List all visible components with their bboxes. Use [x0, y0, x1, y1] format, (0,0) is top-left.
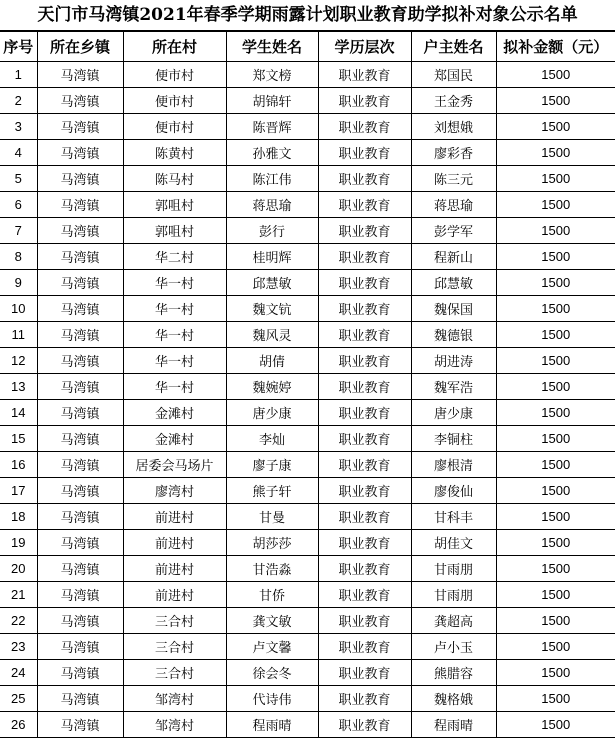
- cell-village: 便市村: [123, 62, 226, 88]
- cell-village: 前进村: [123, 504, 226, 530]
- cell-education-level: 职业教育: [318, 686, 411, 712]
- cell-subsidy-amount: 1500: [496, 478, 615, 504]
- cell-education-level: 职业教育: [318, 140, 411, 166]
- table-row: [0, 426, 615, 452]
- cell-index: 26: [0, 712, 37, 738]
- table-row: [0, 556, 615, 582]
- cell-householder-name: 廖彩香: [411, 140, 496, 166]
- cell-township: 马湾镇: [37, 140, 123, 166]
- cell-township: 马湾镇: [37, 270, 123, 296]
- cell-village: 金滩村: [123, 400, 226, 426]
- table-row: [0, 62, 615, 88]
- header-township: 所在乡镇: [37, 32, 123, 62]
- cell-village: 前进村: [123, 556, 226, 582]
- table-row: [0, 400, 615, 426]
- cell-village: 华一村: [123, 348, 226, 374]
- cell-householder-name: 郑国民: [411, 62, 496, 88]
- table-row: [0, 322, 615, 348]
- cell-subsidy-amount: 1500: [496, 348, 615, 374]
- cell-education-level: 职业教育: [318, 530, 411, 556]
- cell-student-name: 魏文钪: [226, 296, 318, 322]
- cell-education-level: 职业教育: [318, 504, 411, 530]
- cell-subsidy-amount: 1500: [496, 218, 615, 244]
- cell-householder-name: 程新山: [411, 244, 496, 270]
- cell-student-name: 甘浩淼: [226, 556, 318, 582]
- cell-education-level: 职业教育: [318, 296, 411, 322]
- cell-subsidy-amount: 1500: [496, 140, 615, 166]
- cell-index: 18: [0, 504, 37, 530]
- cell-township: 马湾镇: [37, 530, 123, 556]
- cell-education-level: 职业教育: [318, 478, 411, 504]
- cell-householder-name: 甘雨朋: [411, 582, 496, 608]
- cell-education-level: 职业教育: [318, 400, 411, 426]
- cell-householder-name: 廖根清: [411, 452, 496, 478]
- cell-index: 24: [0, 660, 37, 686]
- cell-householder-name: 李铜柱: [411, 426, 496, 452]
- cell-householder-name: 王金秀: [411, 88, 496, 114]
- table-row: [0, 114, 615, 140]
- header-index: 序号: [0, 32, 37, 62]
- cell-index: 20: [0, 556, 37, 582]
- cell-township: 马湾镇: [37, 62, 123, 88]
- cell-student-name: 陈江伟: [226, 166, 318, 192]
- cell-householder-name: 唐少康: [411, 400, 496, 426]
- cell-education-level: 职业教育: [318, 62, 411, 88]
- cell-student-name: 甘侨: [226, 582, 318, 608]
- cell-township: 马湾镇: [37, 218, 123, 244]
- cell-township: 马湾镇: [37, 166, 123, 192]
- header-education-level: 学历层次: [318, 32, 411, 62]
- cell-subsidy-amount: 1500: [496, 244, 615, 270]
- table-row: [0, 348, 615, 374]
- cell-student-name: 徐会冬: [226, 660, 318, 686]
- cell-student-name: 陈晋辉: [226, 114, 318, 140]
- cell-student-name: 邱慧敏: [226, 270, 318, 296]
- cell-education-level: 职业教育: [318, 244, 411, 270]
- cell-student-name: 唐少康: [226, 400, 318, 426]
- cell-education-level: 职业教育: [318, 582, 411, 608]
- cell-index: 8: [0, 244, 37, 270]
- table-row: [0, 270, 615, 296]
- cell-township: 马湾镇: [37, 88, 123, 114]
- cell-education-level: 职业教育: [318, 270, 411, 296]
- cell-student-name: 蒋思瑜: [226, 192, 318, 218]
- cell-subsidy-amount: 1500: [496, 400, 615, 426]
- table-row: [0, 478, 615, 504]
- table-row: [0, 582, 615, 608]
- cell-village: 金滩村: [123, 426, 226, 452]
- cell-subsidy-amount: 1500: [496, 712, 615, 738]
- cell-student-name: 胡莎莎: [226, 530, 318, 556]
- cell-education-level: 职业教育: [318, 452, 411, 478]
- cell-subsidy-amount: 1500: [496, 374, 615, 400]
- cell-subsidy-amount: 1500: [496, 530, 615, 556]
- cell-index: 2: [0, 88, 37, 114]
- cell-student-name: 桂明辉: [226, 244, 318, 270]
- cell-student-name: 龚文敏: [226, 608, 318, 634]
- cell-education-level: 职业教育: [318, 374, 411, 400]
- cell-student-name: 魏风灵: [226, 322, 318, 348]
- cell-township: 马湾镇: [37, 608, 123, 634]
- cell-householder-name: 彭学军: [411, 218, 496, 244]
- cell-student-name: 胡倩: [226, 348, 318, 374]
- cell-education-level: 职业教育: [318, 348, 411, 374]
- cell-householder-name: 刘想娥: [411, 114, 496, 140]
- cell-village: 三合村: [123, 660, 226, 686]
- cell-index: 22: [0, 608, 37, 634]
- cell-subsidy-amount: 1500: [496, 296, 615, 322]
- cell-village: 郭咀村: [123, 218, 226, 244]
- cell-householder-name: 甘科丰: [411, 504, 496, 530]
- cell-township: 马湾镇: [37, 244, 123, 270]
- cell-index: 17: [0, 478, 37, 504]
- cell-township: 马湾镇: [37, 452, 123, 478]
- cell-student-name: 胡锦轩: [226, 88, 318, 114]
- cell-village: 便市村: [123, 88, 226, 114]
- table-row: [0, 244, 615, 270]
- cell-village: 廖湾村: [123, 478, 226, 504]
- cell-township: 马湾镇: [37, 582, 123, 608]
- cell-subsidy-amount: 1500: [496, 114, 615, 140]
- cell-township: 马湾镇: [37, 478, 123, 504]
- table-row: [0, 140, 615, 166]
- cell-subsidy-amount: 1500: [496, 660, 615, 686]
- table-row: [0, 166, 615, 192]
- cell-householder-name: 陈三元: [411, 166, 496, 192]
- cell-education-level: 职业教育: [318, 88, 411, 114]
- cell-householder-name: 蒋思瑜: [411, 192, 496, 218]
- cell-subsidy-amount: 1500: [496, 88, 615, 114]
- cell-index: 4: [0, 140, 37, 166]
- cell-householder-name: 魏德银: [411, 322, 496, 348]
- cell-index: 1: [0, 62, 37, 88]
- header-student-name: 学生姓名: [226, 32, 318, 62]
- cell-village: 华二村: [123, 244, 226, 270]
- cell-education-level: 职业教育: [318, 192, 411, 218]
- cell-student-name: 彭行: [226, 218, 318, 244]
- cell-township: 马湾镇: [37, 634, 123, 660]
- cell-township: 马湾镇: [37, 192, 123, 218]
- cell-index: 14: [0, 400, 37, 426]
- cell-subsidy-amount: 1500: [496, 270, 615, 296]
- cell-householder-name: 程雨晴: [411, 712, 496, 738]
- cell-index: 7: [0, 218, 37, 244]
- cell-subsidy-amount: 1500: [496, 504, 615, 530]
- header-subsidy-amount: 拟补金额（元）: [496, 32, 615, 62]
- cell-index: 21: [0, 582, 37, 608]
- cell-township: 马湾镇: [37, 322, 123, 348]
- cell-education-level: 职业教育: [318, 660, 411, 686]
- cell-index: 10: [0, 296, 37, 322]
- cell-index: 23: [0, 634, 37, 660]
- cell-education-level: 职业教育: [318, 426, 411, 452]
- cell-householder-name: 魏格娥: [411, 686, 496, 712]
- cell-index: 12: [0, 348, 37, 374]
- table-row: [0, 712, 615, 738]
- cell-index: 13: [0, 374, 37, 400]
- cell-index: 9: [0, 270, 37, 296]
- cell-subsidy-amount: 1500: [496, 608, 615, 634]
- table-row: [0, 192, 615, 218]
- table-row: [0, 660, 615, 686]
- table-row: [0, 634, 615, 660]
- cell-householder-name: 魏保国: [411, 296, 496, 322]
- table-row: [0, 88, 615, 114]
- cell-education-level: 职业教育: [318, 218, 411, 244]
- cell-village: 陈马村: [123, 166, 226, 192]
- cell-subsidy-amount: 1500: [496, 192, 615, 218]
- cell-student-name: 代诗伟: [226, 686, 318, 712]
- cell-householder-name: 邱慧敏: [411, 270, 496, 296]
- cell-subsidy-amount: 1500: [496, 322, 615, 348]
- cell-student-name: 郑文榜: [226, 62, 318, 88]
- cell-education-level: 职业教育: [318, 712, 411, 738]
- cell-township: 马湾镇: [37, 686, 123, 712]
- cell-student-name: 熊子轩: [226, 478, 318, 504]
- cell-village: 陈黄村: [123, 140, 226, 166]
- header-village: 所在村: [123, 32, 226, 62]
- cell-subsidy-amount: 1500: [496, 556, 615, 582]
- recipient-table: [0, 31, 615, 738]
- cell-householder-name: 卢小玉: [411, 634, 496, 660]
- table-row: [0, 452, 615, 478]
- cell-subsidy-amount: 1500: [496, 452, 615, 478]
- cell-index: 16: [0, 452, 37, 478]
- cell-education-level: 职业教育: [318, 322, 411, 348]
- cell-education-level: 职业教育: [318, 114, 411, 140]
- table-row: [0, 218, 615, 244]
- cell-village: 华一村: [123, 374, 226, 400]
- cell-householder-name: 龚超高: [411, 608, 496, 634]
- cell-township: 马湾镇: [37, 426, 123, 452]
- table-row: [0, 374, 615, 400]
- table-header-row: [0, 32, 615, 62]
- cell-index: 6: [0, 192, 37, 218]
- cell-township: 马湾镇: [37, 504, 123, 530]
- table-row: [0, 504, 615, 530]
- cell-village: 三合村: [123, 608, 226, 634]
- cell-village: 前进村: [123, 530, 226, 556]
- cell-township: 马湾镇: [37, 660, 123, 686]
- cell-village: 居委会马场片: [123, 452, 226, 478]
- cell-index: 3: [0, 114, 37, 140]
- cell-subsidy-amount: 1500: [496, 166, 615, 192]
- cell-village: 三合村: [123, 634, 226, 660]
- table-row: [0, 608, 615, 634]
- cell-township: 马湾镇: [37, 114, 123, 140]
- cell-householder-name: 廖俊仙: [411, 478, 496, 504]
- cell-education-level: 职业教育: [318, 634, 411, 660]
- cell-index: 15: [0, 426, 37, 452]
- cell-householder-name: 甘雨朋: [411, 556, 496, 582]
- cell-subsidy-amount: 1500: [496, 634, 615, 660]
- cell-index: 11: [0, 322, 37, 348]
- cell-subsidy-amount: 1500: [496, 426, 615, 452]
- cell-student-name: 孙雅文: [226, 140, 318, 166]
- cell-student-name: 廖子康: [226, 452, 318, 478]
- cell-student-name: 卢文馨: [226, 634, 318, 660]
- header-householder-name: 户主姓名: [411, 32, 496, 62]
- table-row: [0, 296, 615, 322]
- document-title: 天门市马湾镇2021年春季学期雨露计划职业教育助学拟补对象公示名单: [0, 0, 615, 31]
- cell-township: 马湾镇: [37, 556, 123, 582]
- cell-index: 5: [0, 166, 37, 192]
- cell-village: 便市村: [123, 114, 226, 140]
- cell-village: 华一村: [123, 296, 226, 322]
- cell-education-level: 职业教育: [318, 608, 411, 634]
- table-row: [0, 530, 615, 556]
- cell-village: 郭咀村: [123, 192, 226, 218]
- cell-education-level: 职业教育: [318, 166, 411, 192]
- cell-subsidy-amount: 1500: [496, 582, 615, 608]
- cell-village: 邹湾村: [123, 712, 226, 738]
- cell-index: 19: [0, 530, 37, 556]
- cell-householder-name: 熊腊容: [411, 660, 496, 686]
- cell-householder-name: 胡佳文: [411, 530, 496, 556]
- cell-village: 邹湾村: [123, 686, 226, 712]
- cell-student-name: 李灿: [226, 426, 318, 452]
- cell-township: 马湾镇: [37, 348, 123, 374]
- cell-index: 25: [0, 686, 37, 712]
- cell-township: 马湾镇: [37, 296, 123, 322]
- table-row: [0, 686, 615, 712]
- cell-village: 华一村: [123, 322, 226, 348]
- cell-subsidy-amount: 1500: [496, 62, 615, 88]
- cell-student-name: 程雨晴: [226, 712, 318, 738]
- table-body: [0, 62, 615, 738]
- cell-student-name: 魏婉婷: [226, 374, 318, 400]
- cell-village: 华一村: [123, 270, 226, 296]
- cell-village: 前进村: [123, 582, 226, 608]
- cell-township: 马湾镇: [37, 374, 123, 400]
- cell-householder-name: 胡进涛: [411, 348, 496, 374]
- cell-householder-name: 魏军浩: [411, 374, 496, 400]
- cell-subsidy-amount: 1500: [496, 686, 615, 712]
- cell-township: 马湾镇: [37, 712, 123, 738]
- cell-township: 马湾镇: [37, 400, 123, 426]
- cell-student-name: 甘曼: [226, 504, 318, 530]
- cell-education-level: 职业教育: [318, 556, 411, 582]
